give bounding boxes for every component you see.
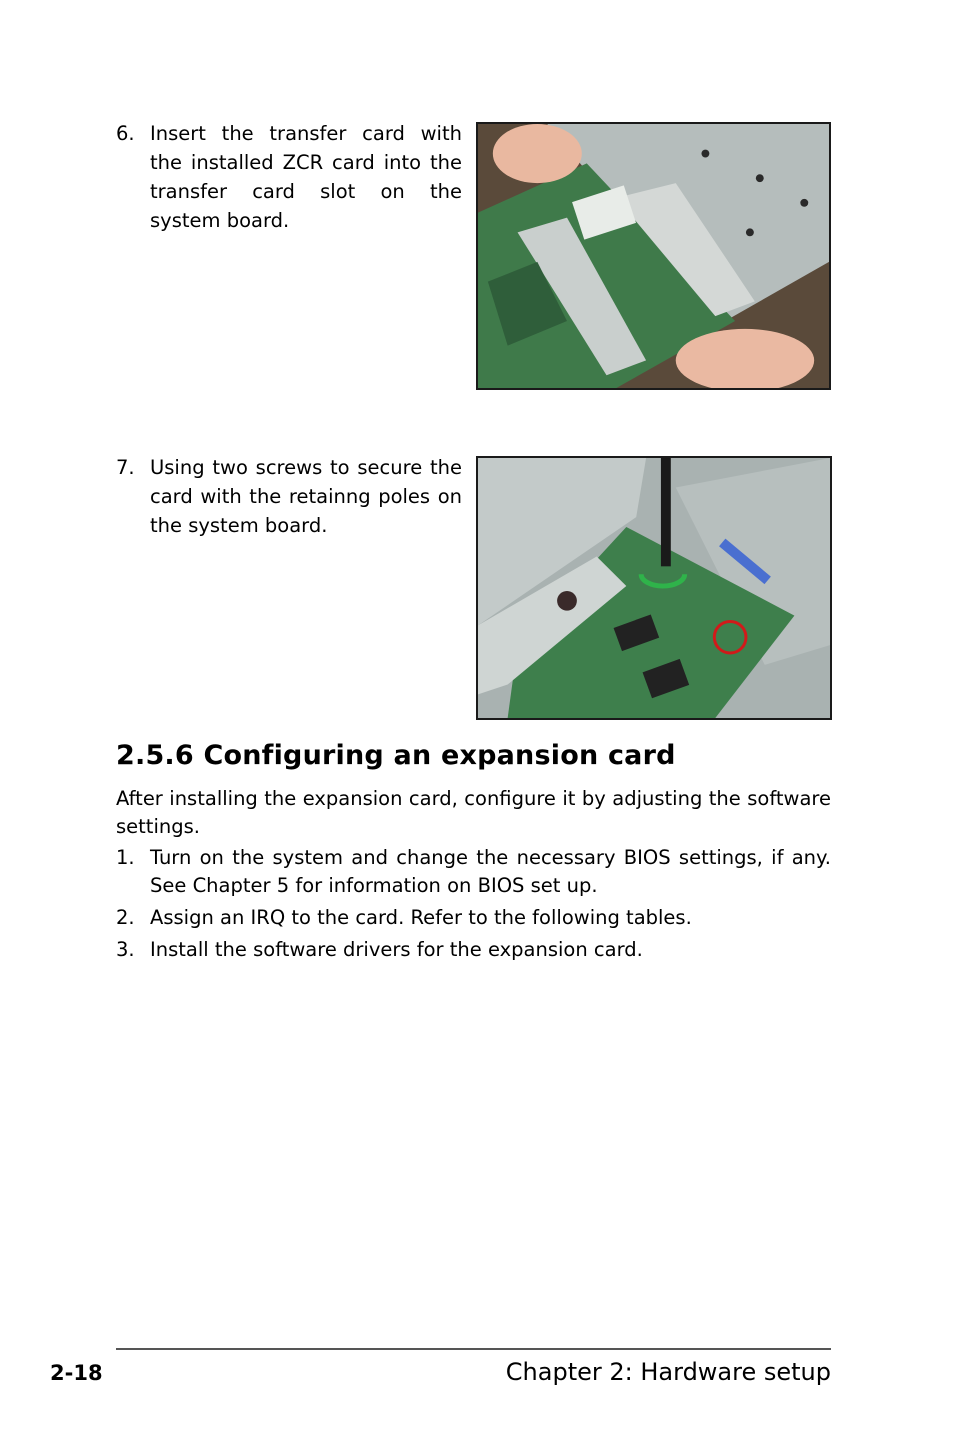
step-number: 7. xyxy=(116,456,135,479)
list-item-number: 3. xyxy=(116,938,135,961)
list-item-number: 1. xyxy=(116,846,135,869)
section-heading: 2.5.6 Configuring an expansion card xyxy=(116,740,676,771)
list-item-text: Assign an IRQ to the card. Refer to the following tables. xyxy=(150,906,692,929)
page-number: 2-18 xyxy=(50,1361,103,1385)
photo-secure-card-screws xyxy=(476,456,832,720)
step-number: 6. xyxy=(116,122,135,145)
list-item-number: 2. xyxy=(116,906,135,929)
photo-insert-transfer-card xyxy=(476,122,831,390)
chapter-title: Chapter 2: Hardware setup xyxy=(505,1358,831,1386)
list-item xyxy=(116,844,831,900)
list-item-text: Turn on the system and change the necessary BIOS settings, if any. See Chapter 5 for information on BIOS set up. xyxy=(150,846,831,897)
step-7 xyxy=(116,453,462,540)
section-intro: After installing the expansion card, configure it by adjusting the software settings. xyxy=(116,787,831,838)
step-6 xyxy=(116,119,462,235)
list-item xyxy=(116,936,831,964)
step-text: Insert the transfer card with the installed ZCR card into the transfer card slot on the system board. xyxy=(150,122,462,232)
footer-divider xyxy=(116,1348,831,1350)
step-text: Using two screws to secure the card with the retainng poles on the system board. xyxy=(150,456,462,537)
list-item-text: Install the software drivers for the expansion card. xyxy=(150,938,643,961)
list-item xyxy=(116,904,831,932)
